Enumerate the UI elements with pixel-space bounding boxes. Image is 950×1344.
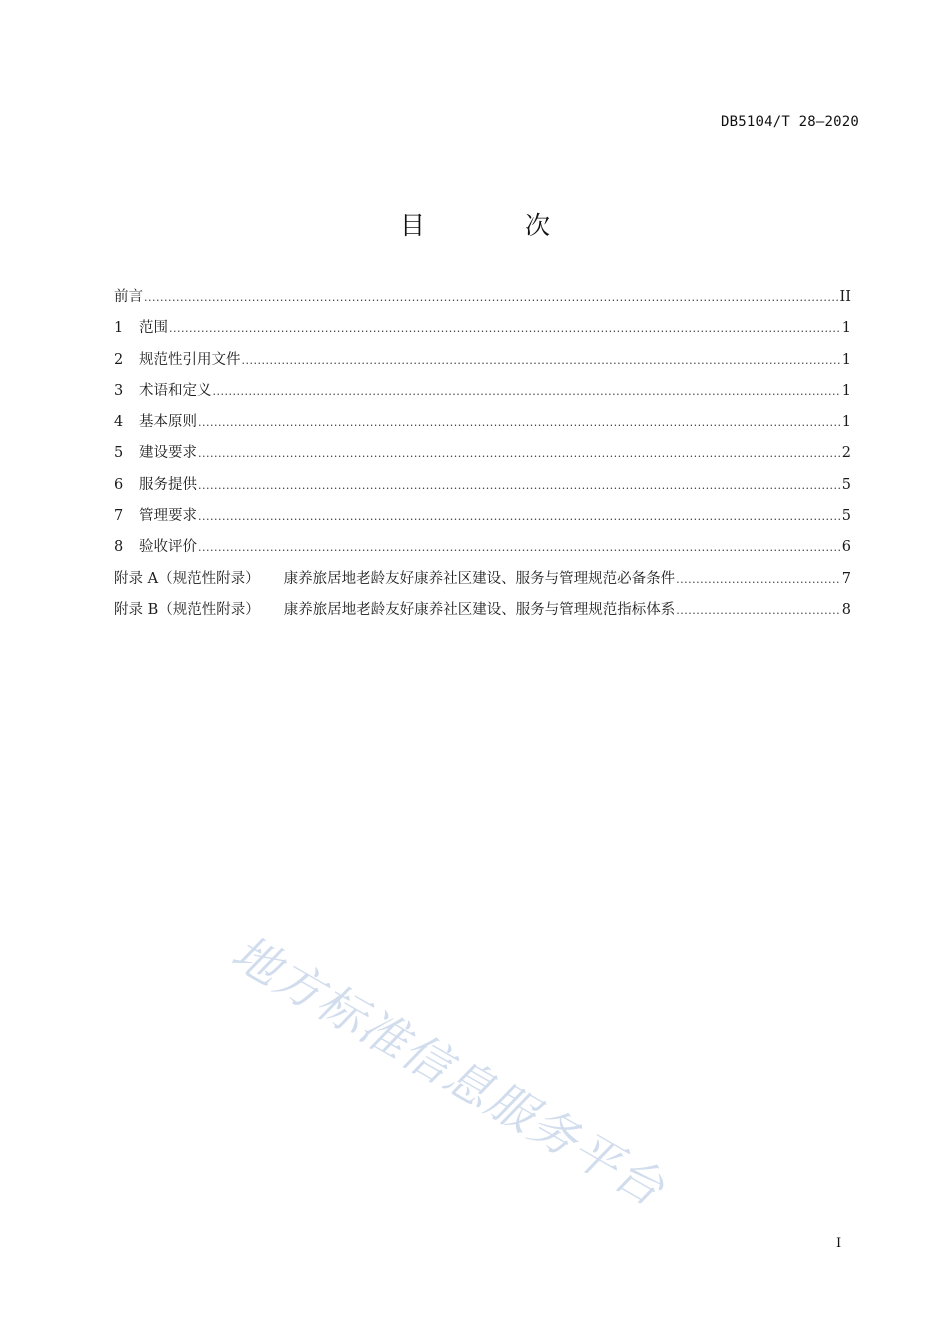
- document-code: DB5104/T 28—2020: [720, 114, 859, 130]
- toc-entry-page: 8: [841, 601, 851, 618]
- toc-entry-normative-references[interactable]: [114, 349, 851, 380]
- toc-entry-number: 1: [114, 320, 124, 337]
- toc-dot-leader: [198, 506, 841, 528]
- toc-dot-leader: [198, 537, 841, 559]
- toc-dot-leader: [676, 600, 841, 622]
- toc-entry-basic-principles[interactable]: [114, 411, 851, 442]
- toc-entry-label: 康养旅居地老龄友好康养社区建设、服务与管理规范必备条件: [283, 570, 676, 587]
- toc-title: 目 次: [400, 211, 596, 240]
- toc-entry-page: 1: [841, 351, 851, 368]
- toc-entry-label: 术语和定义: [139, 382, 212, 399]
- toc-dot-leader: [242, 350, 841, 372]
- toc-entry-number: 4: [114, 414, 124, 431]
- toc-appendix-prefix: 附录 A（规范性附录）: [114, 570, 260, 587]
- toc-entry-appendix-a[interactable]: [114, 568, 851, 599]
- toc-entry-number: 2: [114, 351, 124, 368]
- toc-entry-label: 前言: [114, 289, 143, 305]
- page-number: I: [836, 1236, 842, 1251]
- toc-dot-leader: [169, 318, 841, 340]
- toc-dot-leader: [198, 443, 841, 465]
- toc-entry-label: 管理要求: [139, 508, 197, 525]
- toc-entry-foreword[interactable]: [114, 286, 851, 317]
- toc-entry-service-provision[interactable]: [114, 474, 851, 505]
- toc-entry-page: 1: [841, 382, 851, 399]
- toc-entry-number: 3: [114, 382, 124, 399]
- toc-entry-label: 康养旅居地老龄友好康养社区建设、服务与管理规范指标体系: [283, 601, 676, 618]
- toc-entry-page: II: [839, 289, 851, 305]
- toc-dot-leader: [676, 569, 841, 591]
- toc-entry-scope[interactable]: [114, 317, 851, 348]
- toc-entry-appendix-b[interactable]: [114, 599, 851, 630]
- toc-entry-label: 验收评价: [139, 539, 197, 556]
- toc-entry-label: 服务提供: [139, 476, 197, 493]
- toc-entry-page: 6: [841, 539, 851, 556]
- watermark-text: 地方标准信息服务平台: [222, 925, 675, 1218]
- toc-dot-leader: [198, 412, 841, 434]
- toc-entry-page: 5: [841, 476, 851, 493]
- toc-entry-management-requirements[interactable]: [114, 505, 851, 536]
- toc-entry-acceptance-evaluation[interactable]: [114, 536, 851, 567]
- toc-entry-number: 6: [114, 476, 124, 493]
- toc-appendix-prefix: 附录 B（规范性附录）: [114, 601, 260, 618]
- toc-entry-page: 5: [841, 508, 851, 525]
- toc-entry-page: 1: [841, 414, 851, 431]
- toc-dot-leader: [213, 381, 841, 403]
- toc-entry-construction-requirements[interactable]: [114, 442, 851, 473]
- toc-dot-leader: [198, 475, 841, 497]
- toc-entry-page: 7: [841, 570, 851, 587]
- toc-entry-number: 5: [114, 445, 124, 462]
- toc-entry-label: 建设要求: [139, 445, 197, 462]
- toc-entry-page: 2: [841, 445, 851, 462]
- toc-entry-page: 1: [841, 320, 851, 337]
- toc-entry-number: 7: [114, 508, 124, 525]
- toc-entry-terms-definitions[interactable]: [114, 380, 851, 411]
- toc-entry-label: 范围: [139, 320, 168, 337]
- toc-list: [114, 286, 851, 630]
- toc-entry-label: 规范性引用文件: [139, 351, 241, 368]
- toc-dot-leader: [144, 287, 839, 309]
- toc-entry-label: 基本原则: [139, 414, 197, 431]
- toc-entry-number: 8: [114, 539, 124, 556]
